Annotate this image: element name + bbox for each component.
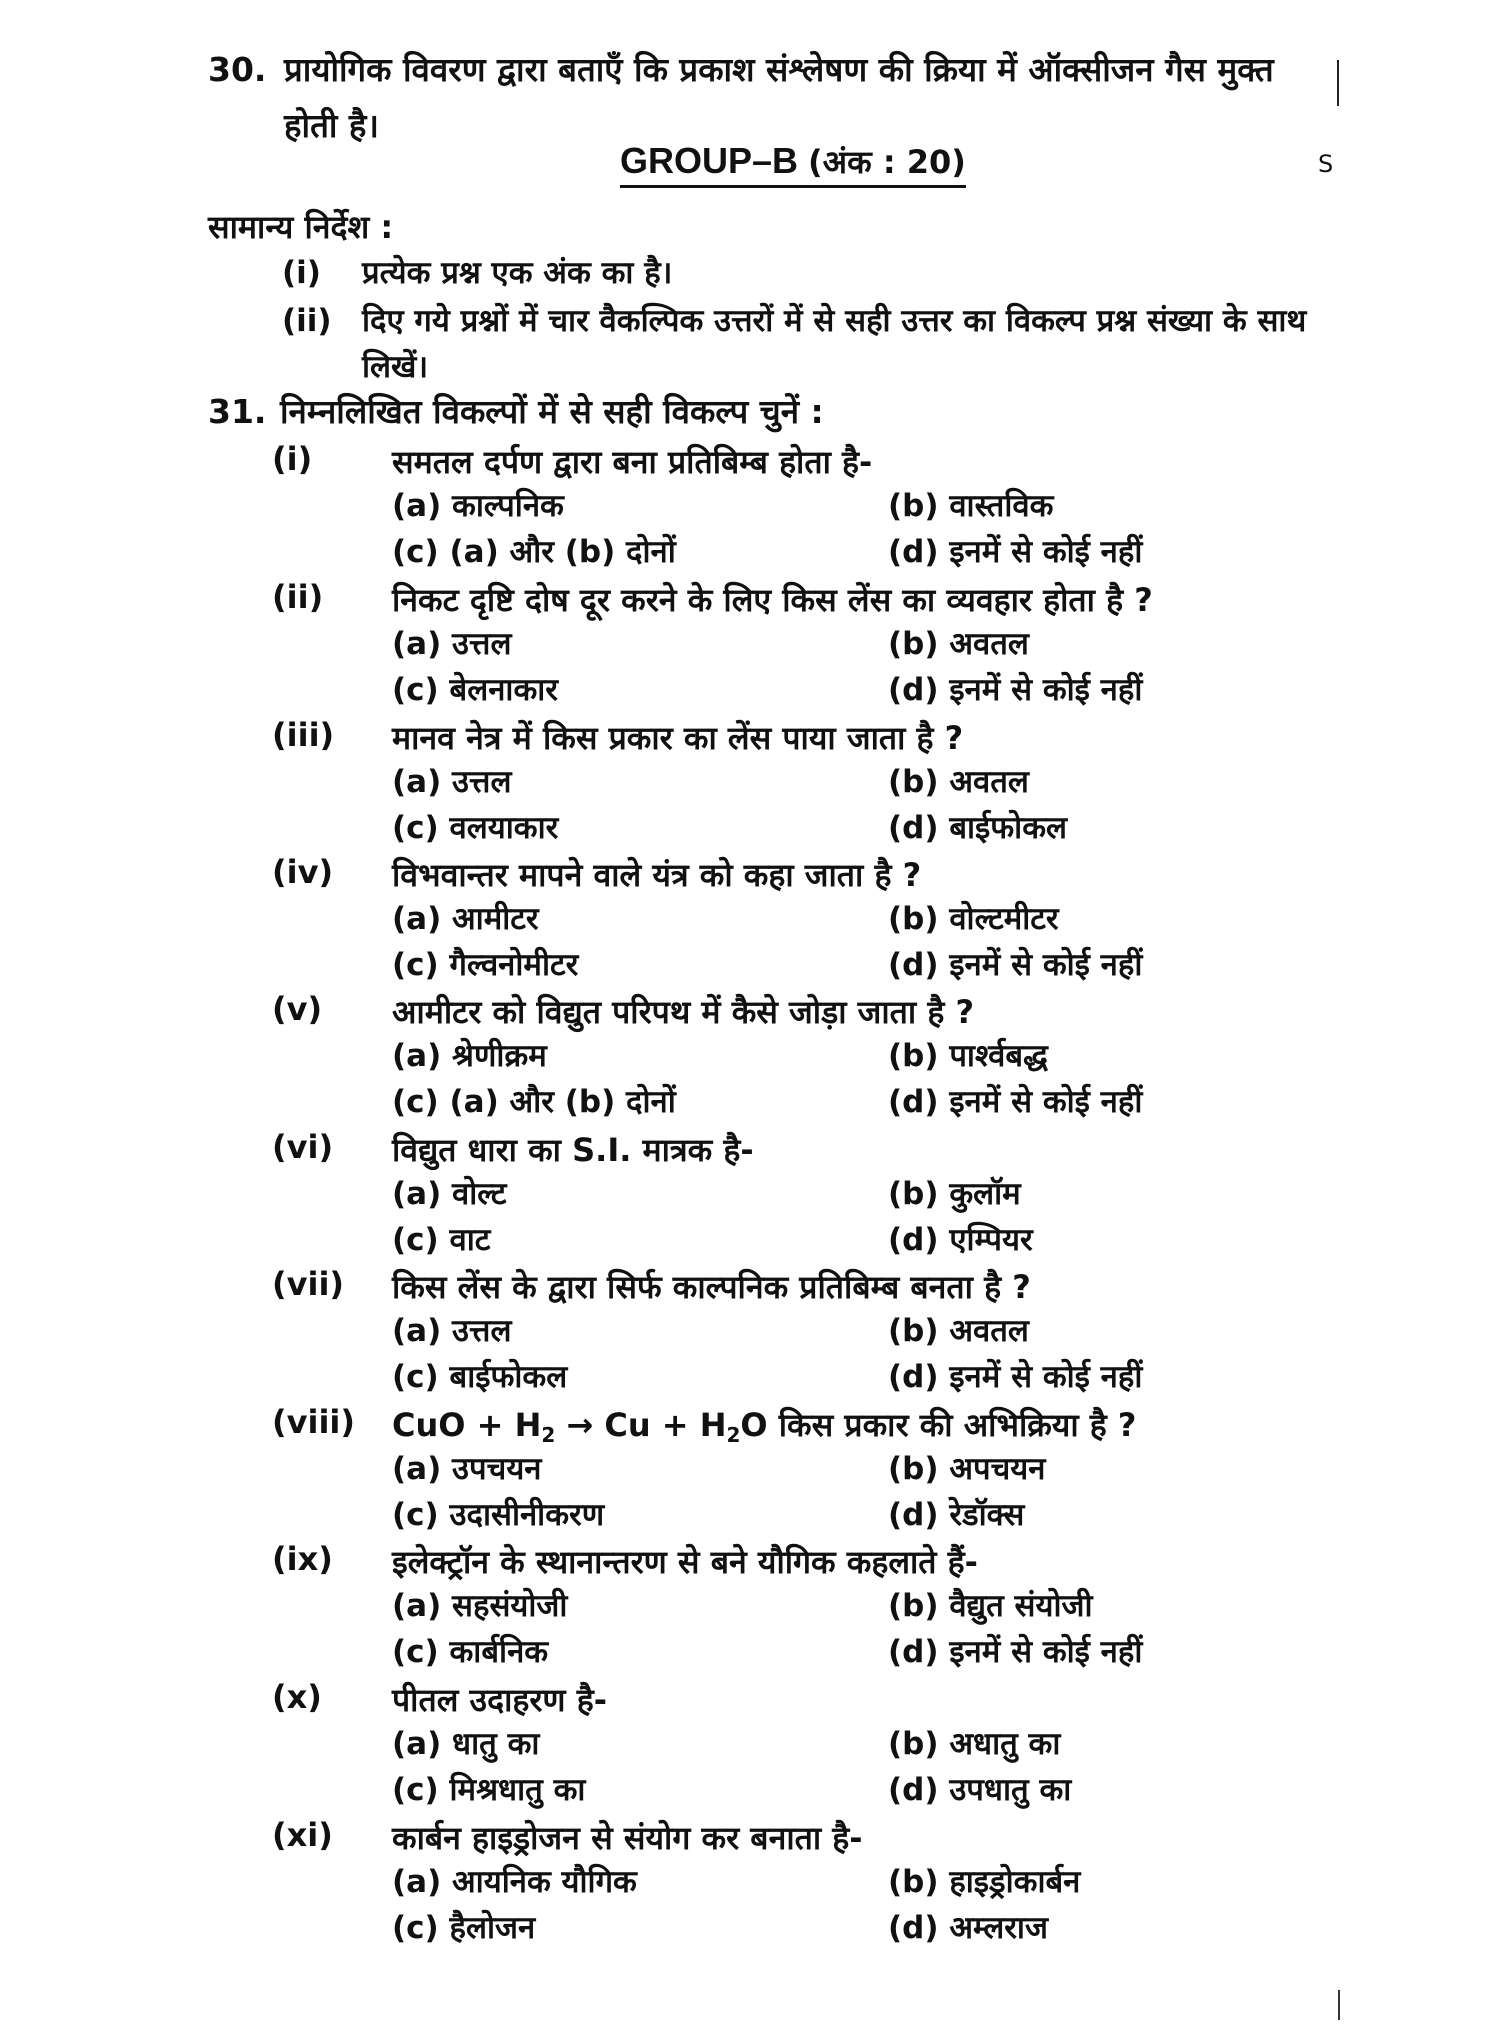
option-a: (a) वोल्ट — [392, 1176, 507, 1212]
option-a: (a) धातु का — [392, 1726, 540, 1762]
option-c: (c) वलयाकार — [392, 810, 559, 846]
subquestion-number: (viii) — [272, 1403, 356, 1441]
option-d: (d) एम्पियर — [888, 1222, 1033, 1258]
instruction-number: (ii) — [282, 303, 332, 339]
option-c: (c) उदासीनीकरण — [392, 1497, 605, 1533]
subquestion-text: निकट दृष्टि दोष दूर करने के लिए किस लेंस का व्यवहार होता है ? — [392, 581, 1153, 619]
option-b: (b) अधातु का — [888, 1726, 1061, 1762]
instruction-item — [282, 298, 1332, 390]
option-c: (c) हैलोजन — [392, 1910, 536, 1946]
subquestion-text: विभवान्तर मापने वाले यंत्र को कहा जाता है ? — [392, 856, 922, 894]
equation-part: CuO + H — [392, 1406, 542, 1444]
subquestion-text — [392, 1403, 1137, 1447]
option-c: (c) बेलनाकार — [392, 672, 558, 708]
option-d: (d) इनमें से कोई नहीं — [888, 1359, 1143, 1395]
subquestion-number: (vi) — [272, 1128, 334, 1166]
group-heading — [620, 140, 966, 188]
option-a: (a) आयनिक यौगिक — [392, 1864, 637, 1900]
option-b: (b) कुलॉम — [888, 1176, 1021, 1212]
subquestion-number: (iv) — [272, 853, 334, 891]
question-text: प्रायोगिक विवरण द्वारा बताएँ कि प्रकाश संश्लेषण की क्रिया में ऑक्सीजन गैस मुक्त होती है। — [284, 50, 1274, 145]
option-c: (c) मिश्रधातु का — [392, 1772, 586, 1808]
equation-part: 2 — [726, 1423, 741, 1447]
option-c: (c) वाट — [392, 1222, 491, 1258]
option-a: (a) उपचयन — [392, 1451, 542, 1487]
option-c: (c) (a) और (b) दोनों — [392, 1084, 676, 1120]
option-c: (c) कार्बनिक — [392, 1634, 549, 1670]
subquestion-number: (ii) — [272, 578, 324, 616]
option-b: (b) अवतल — [888, 1313, 1029, 1349]
subquestion-number: (iii) — [272, 716, 335, 754]
option-d: (d) उपधातु का — [888, 1772, 1072, 1808]
option-c: (c) गैल्वनोमीटर — [392, 947, 579, 983]
equation-part: O किस प्रकार की अभिक्रिया है ? — [740, 1406, 1137, 1444]
option-a: (a) श्रेणीक्रम — [392, 1038, 547, 1074]
option-b: (b) पार्श्वबद्ध — [888, 1038, 1048, 1074]
question-number: 31. — [208, 392, 267, 431]
option-a: (a) आमीटर — [392, 901, 539, 937]
margin-mark — [1338, 1990, 1340, 2020]
group-marks: (अंक : 20) — [808, 143, 966, 181]
option-a: (a) उत्तल — [392, 626, 512, 662]
subquestion-text: कार्बन हाइड्रोजन से संयोग कर बनाता है- — [392, 1819, 863, 1857]
option-b: (b) अपचयन — [888, 1451, 1046, 1487]
option-d: (d) बाईफोकल — [888, 810, 1068, 846]
option-a: (a) काल्पनिक — [392, 488, 564, 524]
subquestion-text: किस लेंस के द्वारा सिर्फ काल्पनिक प्रतिबिम्ब बनता है ? — [392, 1268, 1031, 1306]
subquestion-number: (ix) — [272, 1540, 333, 1578]
instruction-text: प्रत्येक प्रश्न एक अंक का है। — [362, 255, 673, 291]
option-b: (b) वैद्युत संयोजी — [888, 1588, 1093, 1624]
subquestion-number: (i) — [272, 440, 313, 478]
subquestion-text: विद्युत धारा का S.I. मात्रक है- — [392, 1131, 754, 1169]
side-mark: S — [1318, 150, 1334, 178]
option-b: (b) वोल्टमीटर — [888, 901, 1059, 937]
question-31 — [208, 388, 824, 433]
group-title: GROUP–B — [620, 140, 799, 181]
option-c: (c) (a) और (b) दोनों — [392, 534, 676, 570]
question-30 — [208, 42, 1328, 154]
option-d: (d) इनमें से कोई नहीं — [888, 947, 1143, 983]
equation-part: 2 — [541, 1423, 556, 1447]
subquestion-number: (xi) — [272, 1816, 333, 1854]
subquestion-text: इलेक्ट्रॉन के स्थानान्तरण से बने यौगिक कहलाते हैं- — [392, 1543, 978, 1581]
subquestion-text: आमीटर को विद्युत परिपथ में कैसे जोड़ा जाता है ? — [392, 993, 975, 1031]
option-d: (d) अम्लराज — [888, 1910, 1048, 1946]
equation-part: → Cu + H — [555, 1406, 727, 1444]
option-d: (d) इनमें से कोई नहीं — [888, 1634, 1143, 1670]
option-d: (d) इनमें से कोई नहीं — [888, 672, 1143, 708]
question-number: 30. — [208, 50, 267, 89]
instructions-heading: सामान्य निर्देश : — [208, 208, 394, 246]
subquestion-number: (vii) — [272, 1265, 345, 1303]
option-d: (d) इनमें से कोई नहीं — [888, 1084, 1143, 1120]
option-d: (d) इनमें से कोई नहीं — [888, 534, 1143, 570]
option-a: (a) उत्तल — [392, 1313, 512, 1349]
option-d: (d) रेडॉक्स — [888, 1497, 1025, 1533]
subquestion-text: मानव नेत्र में किस प्रकार का लेंस पाया जाता है ? — [392, 719, 964, 757]
option-b: (b) हाइड्रोकार्बन — [888, 1864, 1081, 1900]
option-c: (c) बाईफोकल — [392, 1359, 568, 1395]
subquestion-number: (x) — [272, 1678, 322, 1716]
instruction-item — [282, 250, 1332, 296]
subquestion-number: (v) — [272, 990, 323, 1028]
option-a: (a) उत्तल — [392, 764, 512, 800]
option-b: (b) अवतल — [888, 764, 1029, 800]
instruction-text: दिए गये प्रश्नों में चार वैकल्पिक उत्तरों में से सही उत्तर का विकल्प प्रश्न संख्या के साथ लिखें। — [362, 303, 1307, 385]
subquestion-text: समतल दर्पण द्वारा बना प्रतिबिम्ब होता है- — [392, 443, 873, 481]
margin-mark — [1337, 60, 1339, 106]
option-a: (a) सहसंयोजी — [392, 1588, 568, 1624]
option-b: (b) अवतल — [888, 626, 1029, 662]
question-text: निम्नलिखित विकल्पों में से सही विकल्प चुनें : — [280, 392, 824, 431]
subquestion-text: पीतल उदाहरण है- — [392, 1681, 607, 1719]
option-b: (b) वास्तविक — [888, 488, 1054, 524]
instruction-number: (i) — [282, 255, 321, 291]
